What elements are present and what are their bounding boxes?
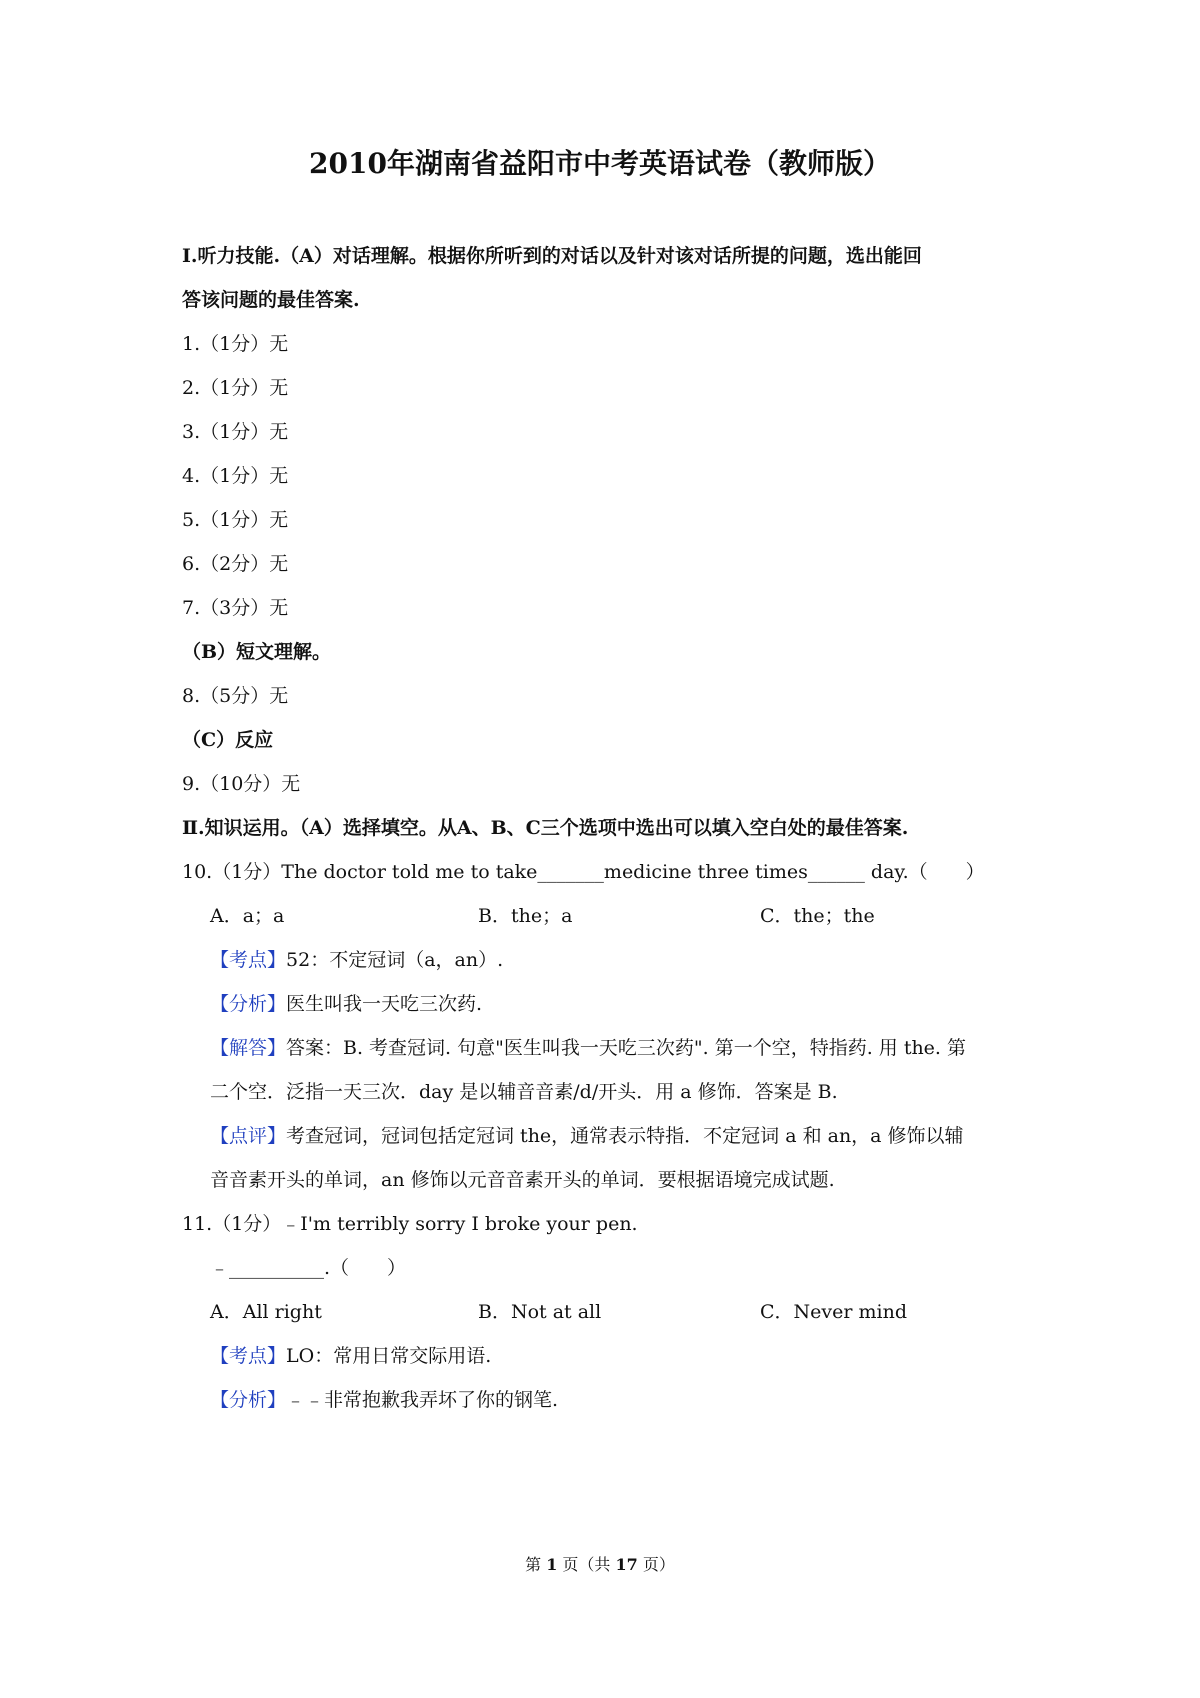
q11-kaodian xyxy=(210,1341,491,1371)
footer-suffix: 页） xyxy=(642,1555,675,1574)
question-item: 4.（1分）无 xyxy=(182,465,289,487)
q10-dianping-line2: 音音素开头的单词，an 修饰以元音音素开头的单词．要根据语境完成试题. xyxy=(210,1169,835,1191)
question-item: 1.（1分）无 xyxy=(182,333,289,355)
question-item: 5.（1分）无 xyxy=(182,509,289,531)
page-footer xyxy=(0,1553,1200,1577)
dianping-tag: 【点评】 xyxy=(210,1125,287,1147)
question-item: 9.（10分）无 xyxy=(182,773,301,795)
footer-total-pages: 17 xyxy=(615,1555,638,1574)
q10-option-a: A．a；a xyxy=(210,905,285,927)
section1-heading-line2: 答该问题的最佳答案. xyxy=(182,289,360,311)
q10-jieda xyxy=(210,1033,966,1063)
q10-fenxi xyxy=(210,989,482,1019)
q11-fenxi xyxy=(210,1385,558,1415)
q11-option-c: C．Never mind xyxy=(760,1301,907,1323)
q10-kaodian xyxy=(210,945,503,975)
section1-heading-line1: Ⅰ.听力技能.（A）对话理解。根据你所听到的对话以及针对该对话所提的问题，选出能回 xyxy=(182,245,922,267)
q11-stem: 11.（1分）﹣I'm terribly sorry I broke your pen. xyxy=(182,1213,638,1235)
part-c-heading: （C）反应 xyxy=(182,729,274,751)
fenxi-text: ﹣﹣非常抱歉我弄坏了你的钢笔. xyxy=(286,1389,559,1411)
q10-option-b: B．the；a xyxy=(478,905,573,927)
kaodian-tag: 【考点】 xyxy=(210,1345,287,1367)
fenxi-text: 医生叫我一天吃三次药. xyxy=(286,993,483,1015)
q10-stem: 10.（1分）The doctor told me to take_______medicine three times______ day.（ ） xyxy=(182,861,985,883)
footer-prefix: 第 xyxy=(525,1555,542,1574)
question-item: 3.（1分）无 xyxy=(182,421,289,443)
q11-option-a: A．All right xyxy=(210,1301,322,1323)
q11-option-b: B．Not at all xyxy=(478,1301,602,1323)
kaodian-tag: 【考点】 xyxy=(210,949,287,971)
jieda-text: 答案：B. 考查冠词. 句意"医生叫我一天吃三次药". 第一个空，特指药. 用 the. 第 xyxy=(286,1037,967,1059)
question-item: 6.（2分）无 xyxy=(182,553,289,575)
page-title: 2010年湖南省益阳市中考英语试卷（教师版） xyxy=(309,147,891,180)
q10-jieda-line2: 二个空．泛指一天三次．day 是以辅音音素/d/开头．用 a 修饰．答案是 B. xyxy=(210,1081,838,1103)
footer-middle: 页（共 xyxy=(562,1555,611,1574)
fenxi-tag: 【分析】 xyxy=(210,1389,287,1411)
question-item: 7.（3分）无 xyxy=(182,597,289,619)
dianping-text: 考查冠词，冠词包括定冠词 the，通常表示特指．不定冠词 a 和 an，a 修饰以辅 xyxy=(286,1125,964,1147)
question-item: 2.（1分）无 xyxy=(182,377,289,399)
q11-stem2: ﹣__________.（ ） xyxy=(210,1257,407,1279)
part-b-heading: （B）短文理解。 xyxy=(182,641,332,663)
fenxi-tag: 【分析】 xyxy=(210,993,287,1015)
section2-heading: Ⅱ.知识运用。（A）选择填空。从A、B、C三个选项中选出可以填入空白处的最佳答案. xyxy=(182,817,909,839)
jieda-tag: 【解答】 xyxy=(210,1037,287,1059)
q10-dianping xyxy=(210,1121,964,1151)
question-item: 8.（5分）无 xyxy=(182,685,289,707)
q10-option-c: C．the；the xyxy=(760,905,875,927)
kaodian-text: 52：不定冠词（a，an）. xyxy=(286,949,504,971)
kaodian-text: LO：常用日常交际用语. xyxy=(286,1345,492,1367)
footer-page-number: 1 xyxy=(546,1555,558,1574)
